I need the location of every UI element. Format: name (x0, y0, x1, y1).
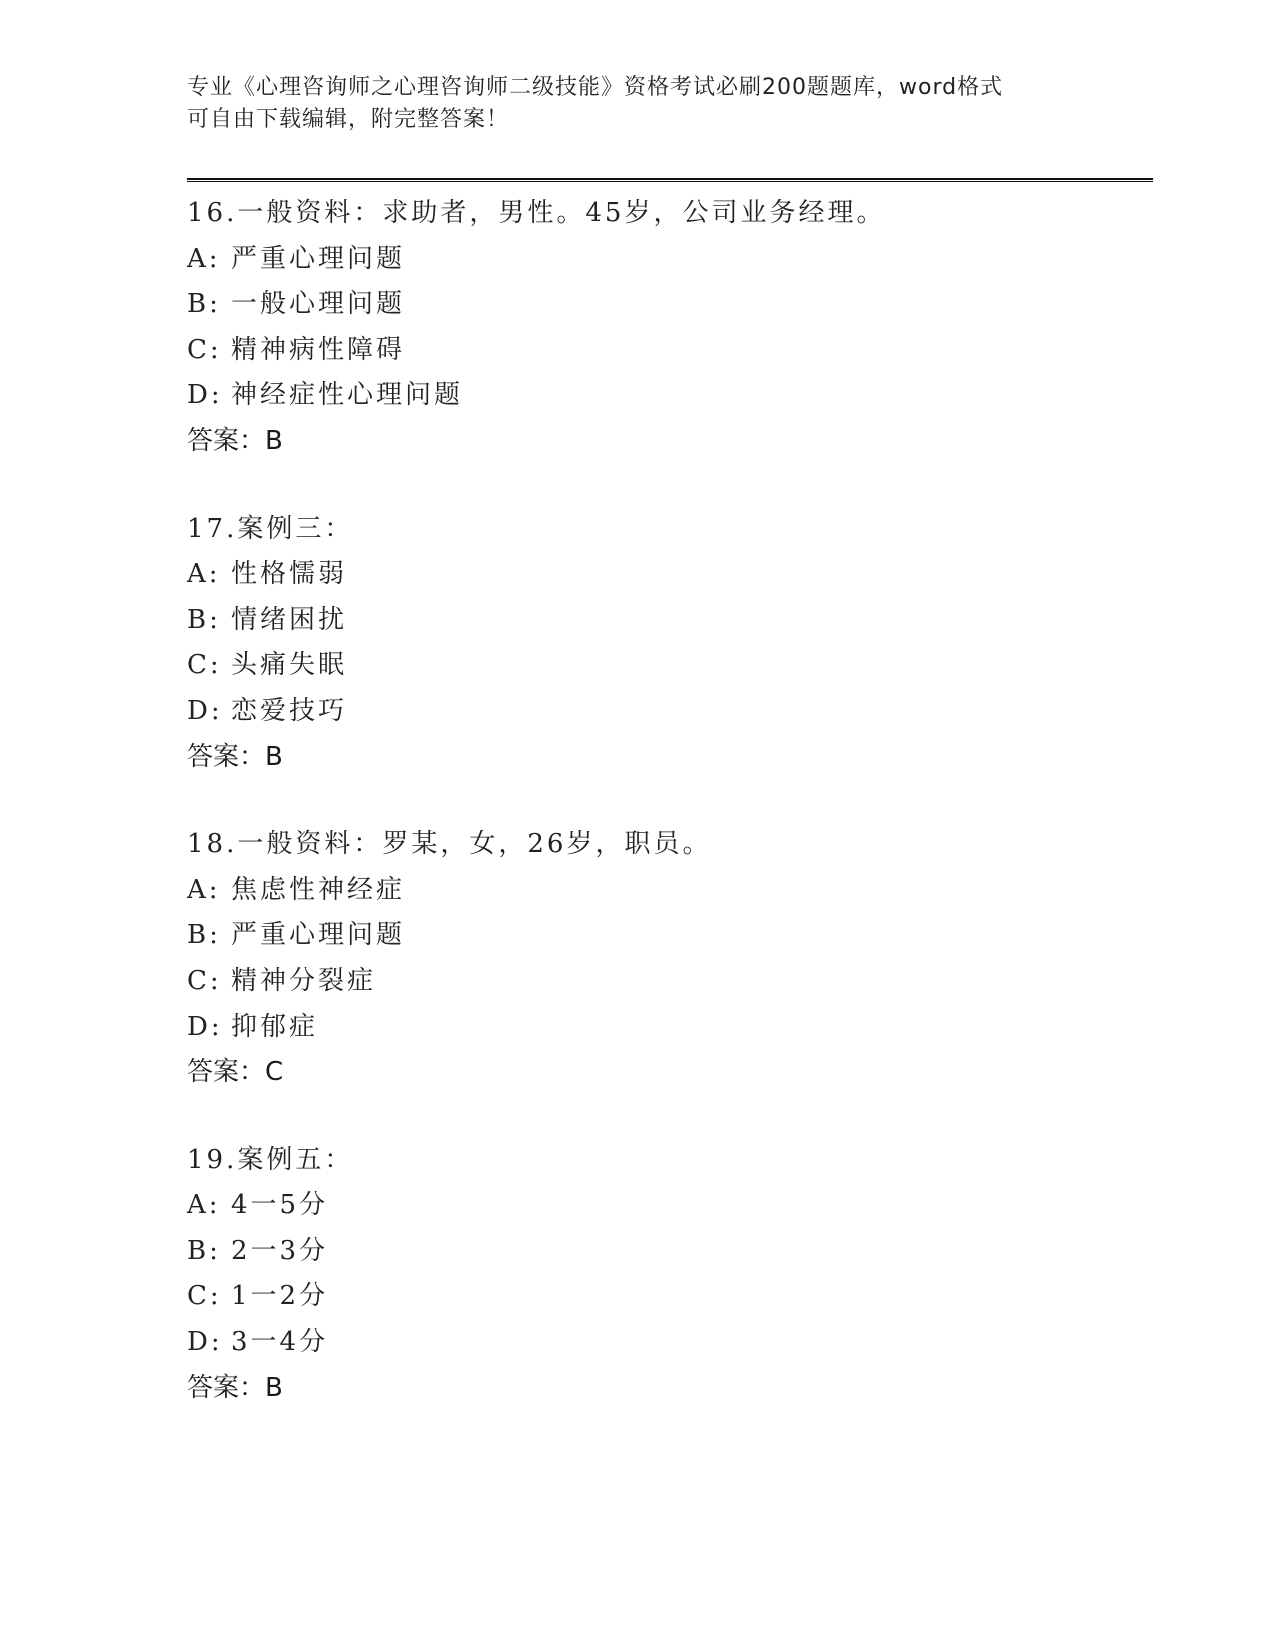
question-number: 18. (187, 829, 238, 860)
option-d (187, 1005, 1147, 1051)
option-d (187, 689, 1147, 735)
option-text: 抑郁症 (231, 1011, 319, 1042)
answer-line: 答案：C (187, 1057, 284, 1088)
question-stem (187, 191, 1147, 237)
option-c (187, 959, 1147, 1005)
option-key: D: (187, 1327, 223, 1358)
option-b (187, 1229, 1147, 1275)
option-key: B: (187, 920, 221, 951)
option-key: C: (187, 650, 222, 681)
option-key: A: (187, 559, 221, 590)
answer-line: 答案：B (187, 741, 283, 772)
question-stem (187, 1138, 1147, 1184)
header-line-2: 可自由下载编辑，附完整答案！ (187, 107, 510, 132)
option-key: B: (187, 1235, 221, 1266)
question-number: 16. (187, 198, 238, 228)
question-stem (187, 822, 1147, 868)
option-key: C: (187, 965, 222, 996)
option-key: D: (187, 695, 223, 726)
option-key: A: (187, 874, 221, 905)
option-a (187, 1183, 1147, 1229)
option-key: A: (187, 1190, 221, 1221)
option-text: 焦虑性神经症 (231, 874, 406, 905)
question-text: 一般资料：罗某，女，26岁，职员。 (237, 829, 712, 860)
option-b (187, 598, 1147, 644)
option-b (187, 913, 1147, 959)
option-text: 神经症性心理问题 (231, 380, 464, 411)
option-text: 一般心理问题 (231, 289, 406, 320)
option-key: C: (187, 1281, 222, 1312)
option-a (187, 868, 1147, 914)
question-number: 19. (187, 1144, 238, 1175)
option-text: 4一5分 (231, 1190, 329, 1221)
question-number: 17. (187, 513, 238, 544)
option-d (187, 373, 1147, 419)
option-b (187, 282, 1147, 328)
question-16 (187, 191, 1147, 465)
option-text: 精神病性障碍 (231, 334, 406, 365)
option-key: A: (187, 243, 221, 274)
answer-line: 答案：B (187, 425, 283, 456)
option-text: 情绪困扰 (231, 604, 348, 635)
option-c (187, 328, 1147, 374)
question-text: 案例五： (237, 1144, 354, 1175)
header-line-1: 专业《心理咨询师之心理咨询师二级技能》资格考试必刷200题题库，word格式 (187, 75, 1004, 100)
option-d (187, 1320, 1147, 1366)
option-text: 性格懦弱 (231, 559, 348, 590)
option-a (187, 237, 1147, 283)
question-text: 案例三： (237, 513, 354, 544)
option-text: 精神分裂症 (231, 965, 377, 996)
option-text: 头痛失眠 (231, 650, 348, 681)
option-text: 2一3分 (231, 1235, 329, 1266)
document-header (187, 72, 1087, 136)
option-text: 1一2分 (231, 1281, 329, 1312)
question-19 (187, 1138, 1147, 1412)
option-text: 3一4分 (231, 1327, 329, 1358)
option-key: D: (187, 1011, 223, 1042)
option-text: 严重心理问题 (231, 243, 406, 274)
question-list (187, 191, 1147, 1453)
option-text: 恋爱技巧 (231, 695, 348, 726)
question-stem (187, 507, 1147, 553)
answer-line: 答案：B (187, 1372, 283, 1403)
question-17 (187, 507, 1147, 781)
option-c (187, 643, 1147, 689)
option-c (187, 1274, 1147, 1320)
option-key: D: (187, 380, 223, 411)
option-text: 严重心理问题 (231, 920, 406, 951)
option-key: C: (187, 334, 222, 365)
option-key: B: (187, 289, 221, 320)
question-18 (187, 822, 1147, 1096)
option-a (187, 552, 1147, 598)
question-text: 一般资料：求助者，男性。45岁，公司业务经理。 (237, 198, 886, 228)
option-key: B: (187, 604, 221, 635)
header-divider (187, 178, 1153, 182)
